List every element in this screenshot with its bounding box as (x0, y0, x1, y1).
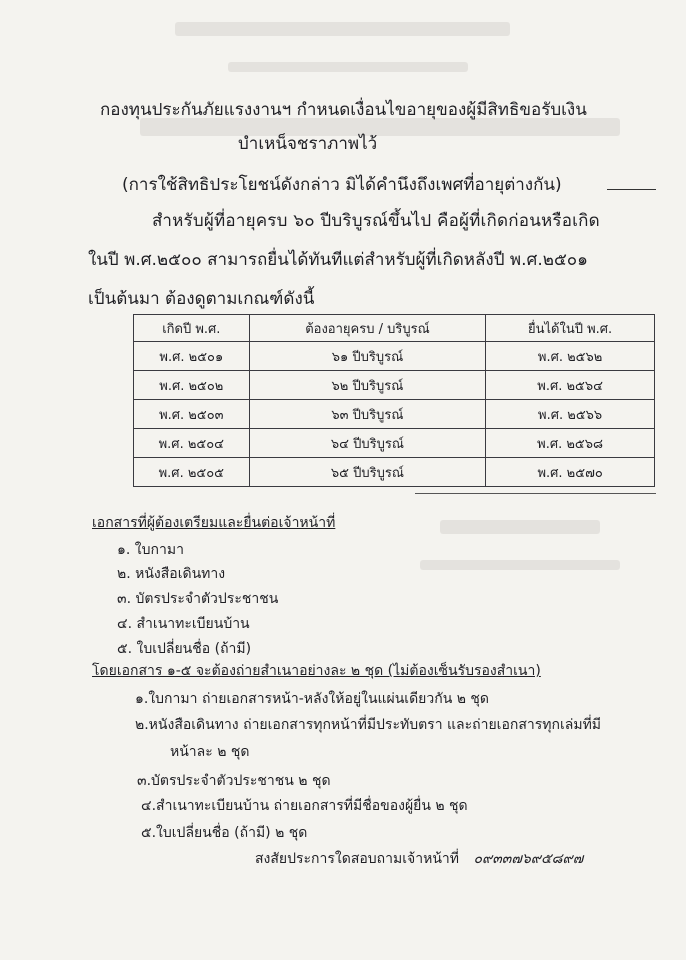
contact-phone: ๐๙๓๓๗๖๙๕๘๙๗ (473, 851, 584, 867)
paragraph-line-2: ในปี พ.ศ.๒๕๐๐ สามารถยื่นได้ทันทีแต่สำหรับผู้ที่เกิดหลังปี พ.ศ.๒๕๐๑ (88, 250, 588, 270)
contact-label: สงสัยประการใดสอบถามเจ้าหน้าที่ (255, 851, 459, 867)
age-cell: ๖๔ ปีบริบูรณ์ (249, 429, 486, 458)
age-cell: ๖๕ ปีบริบูรณ์ (249, 458, 486, 487)
note-underline (607, 189, 656, 190)
eligibility-table (133, 314, 655, 487)
age-cell: ๖๒ ปีบริบูรณ์ (249, 371, 486, 400)
gender-note: (การใช้สิทธิประโยชน์ดังกล่าว มิได้คำนึงถึงเพศที่อายุต่างกัน) (122, 175, 562, 195)
table-row (134, 458, 655, 487)
table-row (134, 400, 655, 429)
copy-instruction: ๑.ใบกามา ถ่ายเอกสารหน้า-หลังให้อยู่ในแผ่นเดียวกัน ๒ ชุด (135, 691, 490, 707)
header-apply-year: ยื่นได้ในปี พ.ศ. (486, 315, 655, 342)
copy-instruction: หน้าละ ๒ ชุด (170, 744, 250, 760)
copy-instruction: ๓.บัตรประจำตัวประชาชน ๒ ชุด (137, 773, 331, 789)
apply-year-cell: พ.ศ. ๒๕๖๘ (486, 429, 655, 458)
document-item: ๔. สำเนาทะเบียนบ้าน (117, 616, 250, 632)
birth-year-cell: พ.ศ. ๒๕๐๑ (134, 342, 250, 371)
table-header-row (134, 315, 655, 342)
document-item: ๕. ใบเปลี่ยนชื่อ (ถ้ามี) (117, 641, 252, 657)
copies-heading: โดยเอกสาร ๑-๕ จะต้องถ่ายสำเนาอย่างละ ๒ ชุด (ไม่ต้องเซ็นรับรองสำเนา) (92, 663, 541, 679)
birth-year-cell: พ.ศ. ๒๕๐๒ (134, 371, 250, 400)
heading-line-2: บำเหน็จชราภาพไว้ (238, 134, 378, 154)
apply-year-cell: พ.ศ. ๒๕๗๐ (486, 458, 655, 487)
table-row (134, 342, 655, 371)
apply-year-cell: พ.ศ. ๒๕๖๖ (486, 400, 655, 429)
apply-year-cell: พ.ศ. ๒๕๖๒ (486, 342, 655, 371)
contact-line (255, 848, 583, 870)
age-cell: ๖๑ ปีบริบูรณ์ (249, 342, 486, 371)
birth-year-cell: พ.ศ. ๒๕๐๔ (134, 429, 250, 458)
document-item: ๓. บัตรประจำตัวประชาชน (117, 591, 279, 607)
apply-year-cell: พ.ศ. ๒๕๖๔ (486, 371, 655, 400)
header-age: ต้องอายุครบ / บริบูรณ์ (249, 315, 486, 342)
copy-instruction: ๕.ใบเปลี่ยนชื่อ (ถ้ามี) ๒ ชุด (141, 825, 308, 841)
birth-year-cell: พ.ศ. ๒๕๐๓ (134, 400, 250, 429)
age-cell: ๖๓ ปีบริบูรณ์ (249, 400, 486, 429)
divider-line (415, 493, 656, 494)
documents-heading: เอกสารที่ผู้ต้องเตรียมและยื่นต่อเจ้าหน้าที่ (92, 515, 336, 531)
birth-year-cell: พ.ศ. ๒๕๐๕ (134, 458, 250, 487)
header-birth-year: เกิดปี พ.ศ. (134, 315, 250, 342)
paragraph-line-1: สำหรับผู้ที่อายุครบ ๖๐ ปีบริบูรณ์ขึ้นไป คือผู้ที่เกิดก่อนหรือเกิด (152, 211, 600, 231)
heading-line-1: กองทุนประกันภัยแรงงานฯ กำหนดเงื่อนไขอายุของผู้มีสิทธิขอรับเงิน (100, 100, 587, 120)
document-item: ๑. ใบกามา (117, 542, 184, 558)
document-item: ๒. หนังสือเดินทาง (117, 566, 226, 582)
copy-instruction: ๔.สำเนาทะเบียนบ้าน ถ่ายเอกสารที่มีชื่อของผู้ยื่น ๒ ชุด (141, 798, 468, 814)
table-row (134, 371, 655, 400)
table-row (134, 429, 655, 458)
paragraph-line-3: เป็นต้นมา ต้องดูตามเกณฑ์ดังนี้ (88, 289, 315, 309)
copy-instruction: ๒.หนังสือเดินทาง ถ่ายเอกสารทุกหน้าที่มีประทับตรา และถ่ายเอกสารทุกเล่มที่มี (135, 717, 602, 733)
